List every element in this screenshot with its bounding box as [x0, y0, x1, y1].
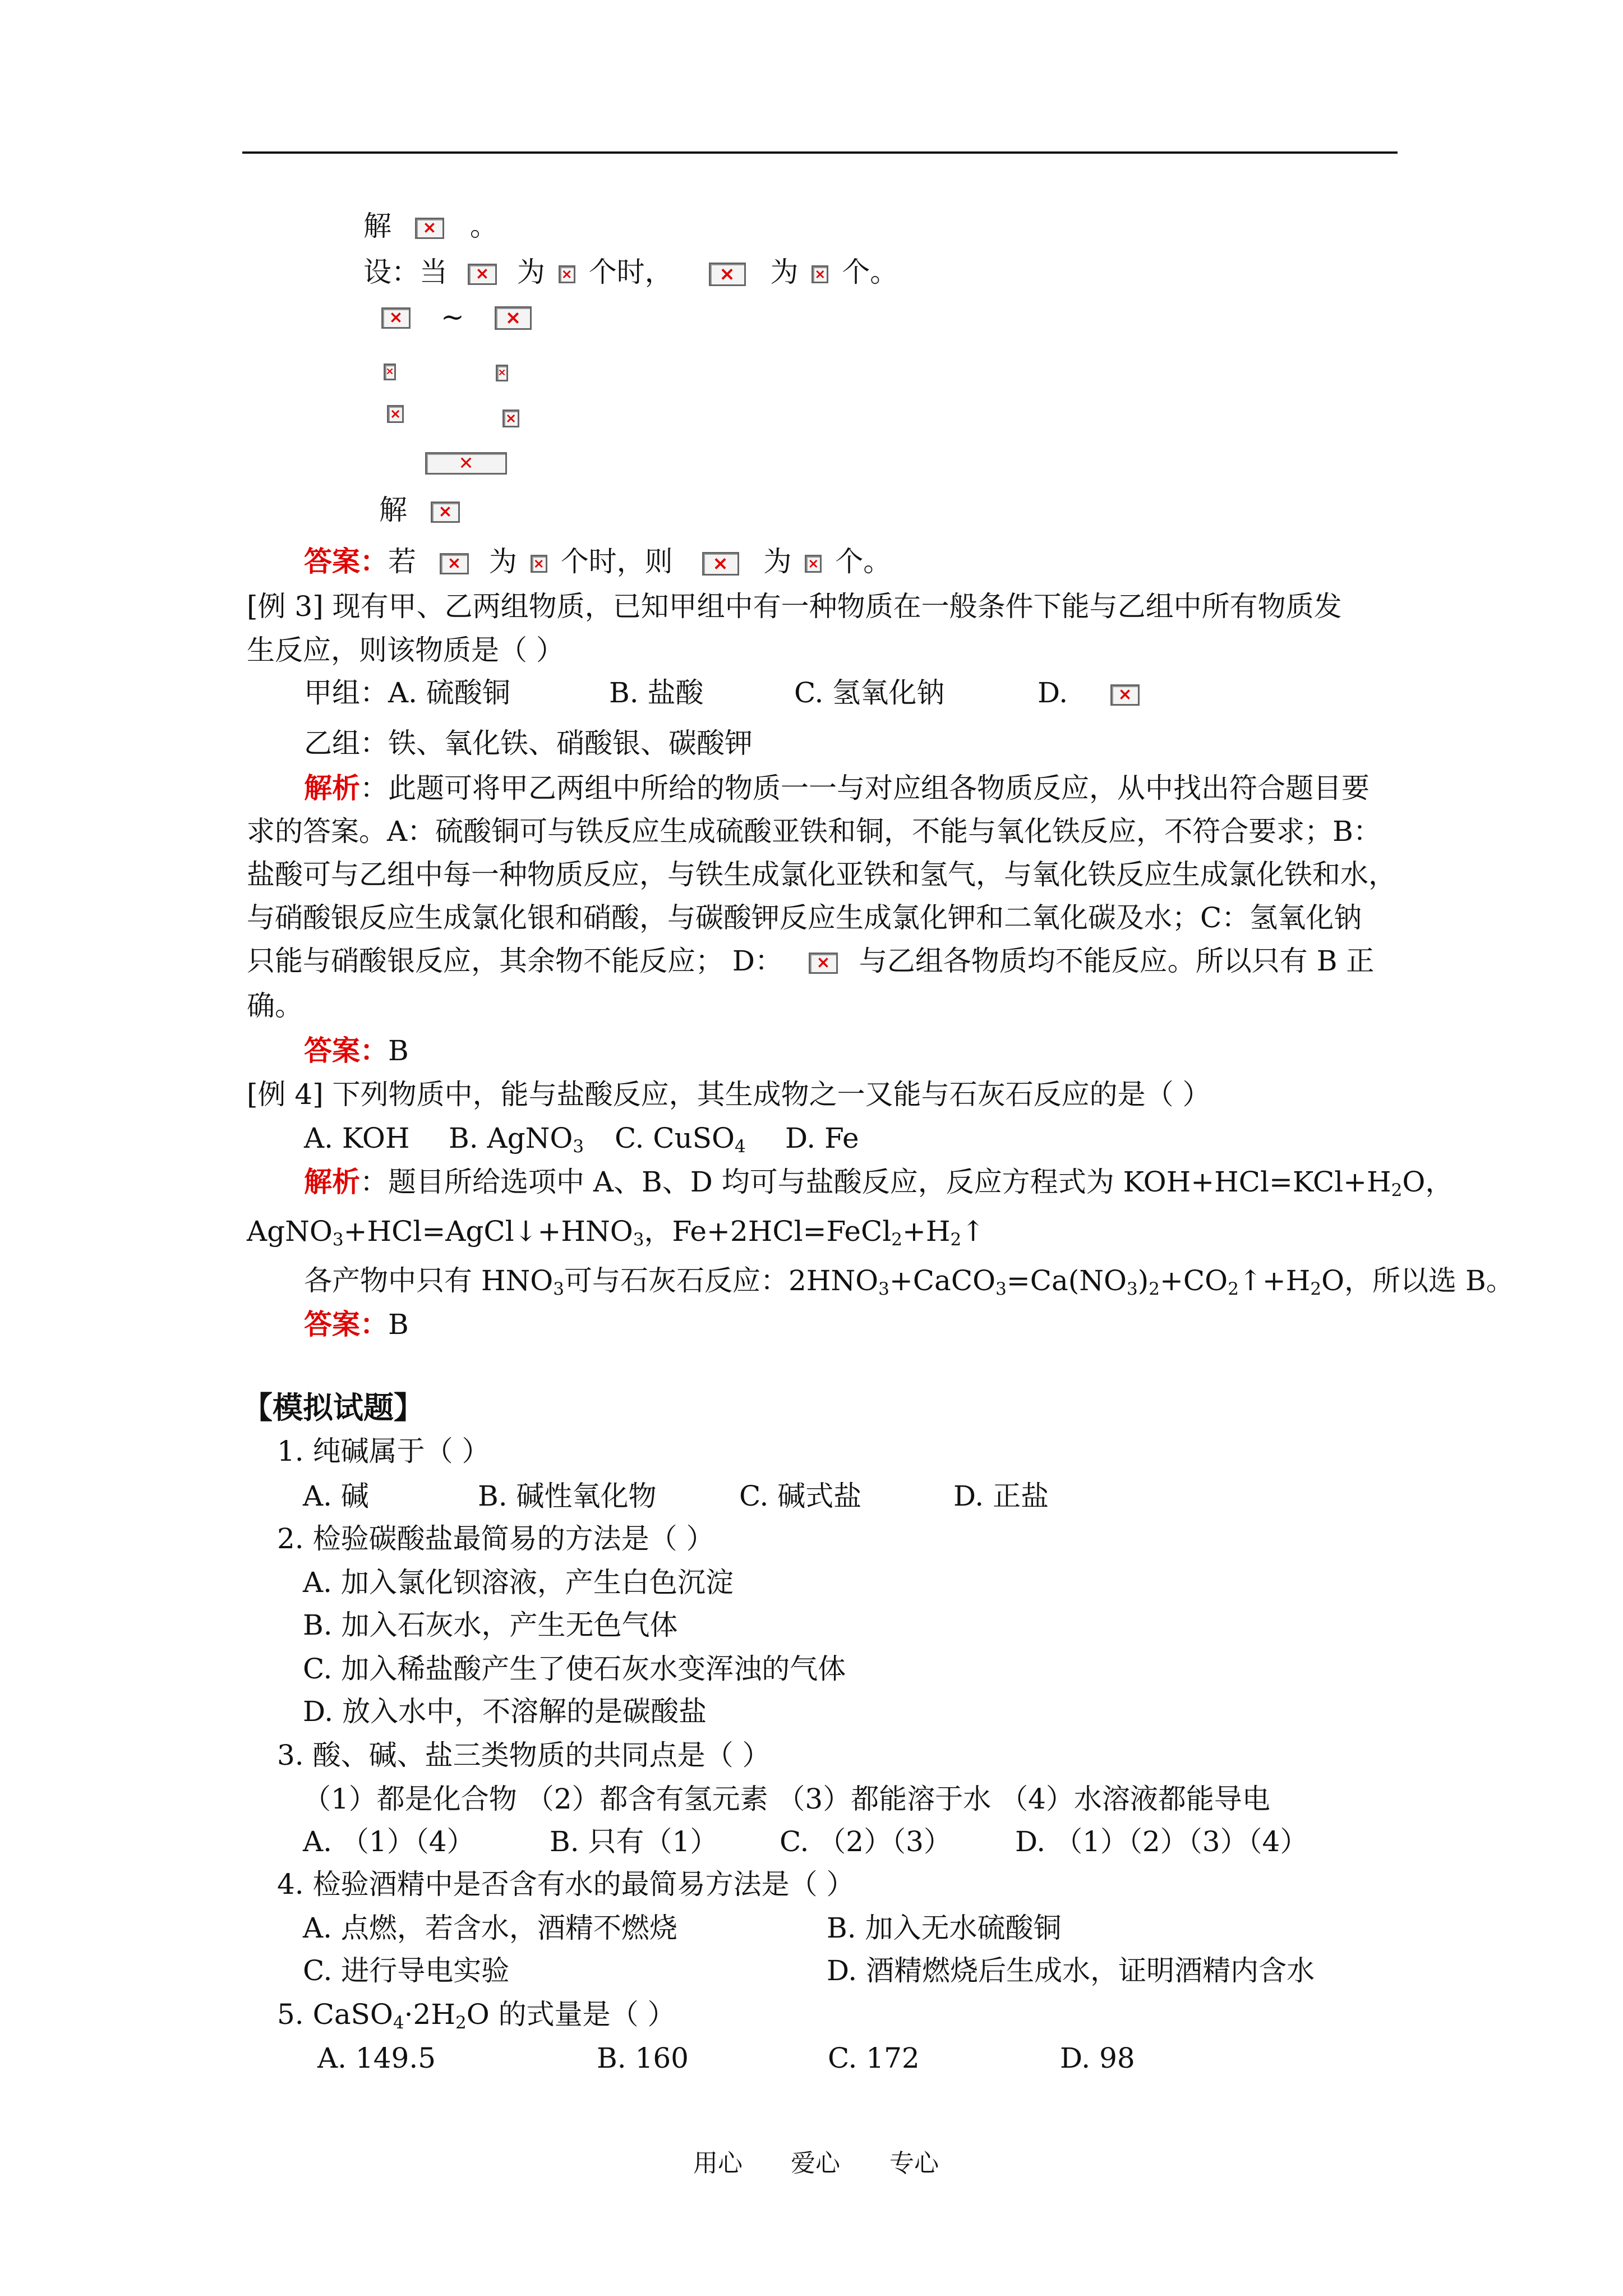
subscript: 2: [455, 2012, 467, 2033]
example4-option-b: [449, 1122, 584, 1157]
equation-text: +H: [902, 1215, 951, 1248]
mock-q3-option-c: C. （2）（3）: [780, 1825, 952, 1858]
derivation-jie-line: [363, 212, 498, 240]
formula-image-placeholder: [811, 265, 828, 283]
equation-text: +CaCO: [889, 1264, 996, 1297]
question-text: O 的式量是（ ）: [466, 1998, 676, 2031]
formula-image-placeholder: [809, 953, 838, 974]
mock-q4-option-b: B. 加入无水硫酸铜: [827, 1912, 1062, 1944]
option-text: C. CuSO: [615, 1122, 735, 1154]
option-text: B. AgNO: [449, 1122, 573, 1154]
ge-end-text: 个。: [842, 256, 898, 288]
formula-image-placeholder: [702, 552, 739, 576]
tilde-text: ~: [441, 301, 464, 333]
example4-question: [例 4] 下列物质中，能与盐酸反应，其生成物之一又能与石灰石反应的是（ ）: [247, 1078, 1211, 1111]
derivation-answer-line: [304, 547, 891, 576]
equation-text: +CO: [1160, 1264, 1228, 1297]
example3-option-b: B. 盐酸: [609, 677, 704, 709]
wei-text: 为: [517, 256, 545, 288]
wei-text: 为: [770, 256, 799, 288]
example3-analysis-line1: [304, 771, 1370, 804]
mock-q5-option-d: D. 98: [1060, 2042, 1135, 2074]
equation-text: ，Fe+2HCl=FeCl: [644, 1215, 892, 1248]
ruo-text: 若: [388, 545, 416, 578]
analysis-text: 与乙组各物质均不能反应。所以只有 B 正: [859, 945, 1375, 977]
analysis-text: ：题目所给选项中 A、B、D 均可与盐酸反应，反应方程式为 KOH+HCl=KCl+H: [360, 1166, 1391, 1198]
mock-q4: 4. 检验酒精中是否含有水的最简易方法是（ ）: [277, 1868, 855, 1901]
mock-q3: 3. 酸、碱、盐三类物质的共同点是（ ）: [277, 1739, 771, 1772]
mock-q1-option-c: C. 碱式盐: [739, 1480, 862, 1512]
example3-question-line2: 生反应，则该物质是（ ）: [247, 634, 564, 666]
mock-q5-option-b: B. 160: [597, 2042, 689, 2074]
subscript: 2: [1391, 1180, 1403, 1200]
example3-option-c: C. 氢氧化钠: [794, 677, 945, 709]
example4-option-a: A. KOH: [304, 1122, 410, 1154]
footer-word-3: 专心: [889, 2149, 939, 2178]
equation-text: 各产物中只有 HNO: [304, 1264, 554, 1297]
example3-answer: [304, 1034, 409, 1067]
example3-analysis-line2: 求的答案。A：硫酸铜可与铁反应生成硫酸亚铁和铜，不能与氧化铁反应，不符合要求；B：: [247, 815, 1381, 848]
mock-q5: [277, 1998, 676, 2033]
mock-q2: 2. 检验碳酸盐最简易的方法是（ ）: [277, 1522, 714, 1555]
equation-text: ↑: [961, 1215, 985, 1248]
subscript: 3: [573, 1136, 584, 1157]
equation-text: O，所以选 B。: [1321, 1264, 1514, 1297]
mock-q1: 1. 纯碱属于（ ）: [277, 1435, 490, 1467]
analysis-text: 只能与硝酸银反应，其余物不能反应； D：: [247, 945, 783, 977]
equation-text: =Ca(NO: [1006, 1264, 1127, 1297]
formula-image-placeholder: [559, 265, 575, 283]
example4-answer: [304, 1308, 409, 1341]
example3-question-line1: [例 3] 现有甲、乙两组物质，已知甲组中有一种物质在一般条件下能与乙组中所有物质发: [247, 590, 1342, 623]
example4-option-c: [615, 1122, 746, 1157]
mock-q5-option-a: A. 149.5: [317, 2042, 436, 2074]
equation-text: 可与石灰石反应：2HNO: [564, 1264, 879, 1297]
subscript: 3: [995, 1278, 1007, 1299]
jie-text: 解: [379, 494, 407, 526]
wei-text: 为: [488, 545, 517, 578]
example3-group-yi: 乙组：铁、氧化铁、硝酸银、碳酸钾: [304, 727, 753, 760]
example3-option-d: [1038, 679, 1140, 707]
answer-value: B: [388, 1034, 409, 1067]
answer-label: 答案：: [304, 1308, 388, 1341]
formula-image-placeholder: [1110, 684, 1140, 706]
analysis-label: 解析: [304, 1165, 360, 1198]
example3-analysis-line4: 与硝酸银反应生成氯化银和硝酸，与碳酸钾反应生成氯化钾和二氧化碳及水；C：氢氧化钠: [247, 901, 1362, 934]
analysis-text: O，: [1402, 1166, 1454, 1198]
mock-exam-heading: 【模拟试题】: [242, 1389, 424, 1425]
period-text: 。: [469, 210, 498, 242]
ge-shi-text: 个时，: [588, 256, 673, 288]
subscript: 2: [950, 1229, 962, 1250]
example3-analysis-line6: 确。: [247, 990, 303, 1022]
header-rule: [242, 151, 1398, 154]
ge-shi-ze-text: 个时，则: [560, 545, 673, 578]
mock-q4-option-d: D. 酒精燃烧后生成水，证明酒精内含水: [827, 1954, 1315, 1987]
subscript: 2: [1228, 1278, 1239, 1299]
subscript: 3: [332, 1229, 344, 1250]
example3-option-a: 甲组：A. 硫酸铜: [304, 677, 510, 709]
subscript: 3: [633, 1229, 644, 1250]
mock-q1-option-b: B. 碱性氧化物: [478, 1480, 657, 1512]
equation-text: +HCl=AgCl↓+HNO: [343, 1215, 633, 1248]
formula-image-placeholder: [531, 555, 547, 573]
mock-q5-option-c: C. 172: [828, 2042, 920, 2074]
subscript: 2: [891, 1229, 902, 1250]
mock-q3-statements: （1）都是化合物 （2）都含有氢元素 （3）都能溶于水 （4）水溶液都能导电: [303, 1783, 1270, 1815]
mock-q1-option-a: A. 碱: [303, 1480, 369, 1512]
subscript: 2: [1149, 1278, 1160, 1299]
mock-q3-option-b: B. 只有（1）: [550, 1825, 718, 1858]
formula-image-placeholder: [440, 553, 469, 574]
subscript: 3: [878, 1278, 889, 1299]
analysis-text: ：此题可将甲乙两组中所给的物质一一与对应组各物质反应，从中找出符合题目要: [360, 772, 1370, 804]
formula-image-placeholder: [431, 501, 460, 523]
mock-q1-option-d: D. 正盐: [953, 1480, 1049, 1512]
derivation-jie2-line: [379, 496, 460, 524]
she-prefix: 设：当: [363, 256, 448, 288]
footer-word-2: 爱心: [791, 2149, 840, 2178]
formula-image-placeholder: [468, 264, 497, 285]
mock-q2-option-d: D. 放入水中，不溶解的是碳酸盐: [303, 1695, 707, 1728]
mock-q2-option-a: A. 加入氯化钡溶液，产生白色沉淀: [303, 1566, 734, 1599]
example3-analysis-line5: [247, 947, 1374, 975]
ge-end-text: 个。: [835, 545, 892, 578]
answer-label: 答案：: [304, 545, 388, 578]
subscript: 2: [1310, 1278, 1322, 1299]
example4-analysis-line2: [247, 1215, 985, 1250]
wei-text: 为: [763, 545, 792, 578]
subscript: 4: [393, 2012, 404, 2033]
answer-value: B: [388, 1308, 409, 1341]
formula-image-placeholder: [805, 555, 822, 573]
example4-option-d: D. Fe: [785, 1122, 859, 1154]
equation-text: ↑+H: [1238, 1264, 1311, 1297]
mock-q2-option-c: C. 加入稀盐酸产生了使石灰水变浑浊的气体: [303, 1653, 846, 1685]
jie-text: 解: [363, 210, 391, 242]
mock-q4-option-c: C. 进行导电实验: [303, 1954, 510, 1987]
question-text: 5. CaSO: [277, 1998, 393, 2031]
formula-image-placeholder: [387, 405, 404, 423]
formula-image-placeholder: [425, 452, 507, 475]
formula-image-placeholder: [415, 218, 444, 239]
derivation-she-line: [363, 258, 898, 286]
mock-q2-option-b: B. 加入石灰水，产生无色气体: [303, 1609, 678, 1641]
question-text: ·2H: [404, 1998, 455, 2031]
answer-label: 答案：: [304, 1034, 388, 1067]
option-d-label: D.: [1038, 677, 1068, 709]
example4-analysis-line1: [304, 1165, 1454, 1200]
equation-text: ): [1137, 1264, 1149, 1297]
analysis-label: 解析: [304, 771, 360, 804]
example4-analysis-line3: [304, 1264, 1514, 1299]
formula-image-placeholder: [709, 263, 746, 286]
formula-image-placeholder: [496, 365, 508, 381]
subscript: 3: [1127, 1278, 1138, 1299]
formula-image-placeholder: [495, 306, 532, 330]
footer-word-1: 用心: [693, 2149, 743, 2178]
example3-analysis-line3: 盐酸可与乙组中每一种物质反应，与铁生成氯化亚铁和氢气，与氧化铁反应生成氯化铁和水，: [247, 858, 1396, 891]
mock-q3-option-d: D. （1）（2）（3）（4）: [1015, 1825, 1308, 1858]
mock-q3-option-a: A. （1）（4）: [303, 1825, 475, 1858]
formula-image-placeholder: [381, 307, 411, 329]
subscript: 3: [553, 1278, 564, 1299]
subscript: 4: [734, 1136, 746, 1157]
formula-image-placeholder: [384, 364, 396, 380]
mock-q4-option-a: A. 点燃，若含水，酒精不燃烧: [303, 1912, 677, 1944]
formula-image-placeholder: [502, 409, 519, 427]
equation-text: AgNO: [247, 1215, 333, 1248]
